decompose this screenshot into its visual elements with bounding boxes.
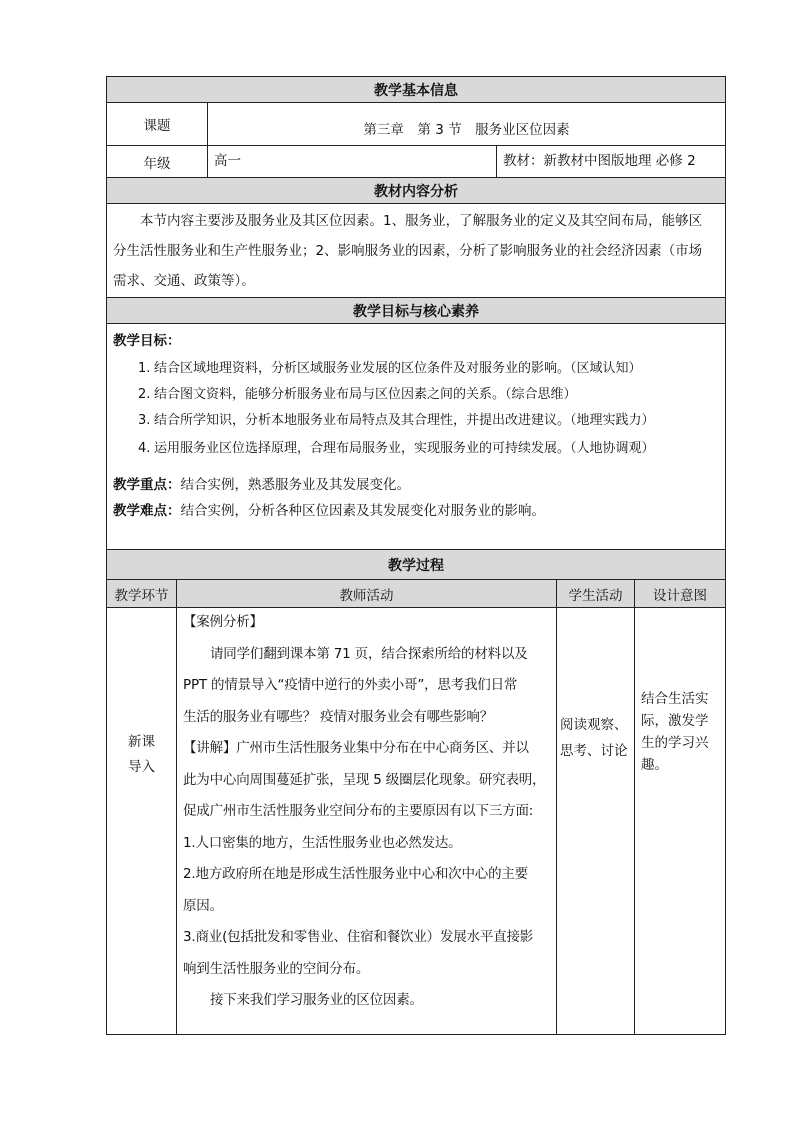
- objective-text: 结合图文资料，能够分析服务业布局与区位因素之间的关系。（综合思维）: [154, 387, 577, 402]
- objectives-title: 教学目标：: [113, 333, 181, 349]
- objective-num: 3.: [138, 413, 151, 428]
- objective-item: [138, 410, 718, 432]
- intent-line: 际，激发学: [641, 713, 709, 729]
- grade-label: 年级: [143, 155, 171, 172]
- key-label: 教学重点：: [113, 477, 181, 493]
- section-title-content-analysis: 教材内容分析: [374, 183, 458, 200]
- textbook-value: 教材：新教材中图版地理 必修 2: [503, 153, 696, 169]
- teacher-line: 【讲解】广州市生活性服务业集中分布在中心商务区、并以: [183, 740, 529, 756]
- student-line: 阅读观察、: [560, 717, 628, 733]
- teacher-line: 促成广州市生活性服务业空间分布的主要原因有以下三方面:: [183, 803, 534, 819]
- content-line: 需求、交通、政策等）。: [113, 273, 255, 289]
- intent-line: 生的学习兴: [641, 735, 709, 751]
- teacher-line: 3.商业(包括批发和零售业、住宿和餐饮业）发展水平直接影: [183, 929, 534, 945]
- teacher-line: 生活的服务业有哪些？ 疫情对服务业会有哪些影响？: [183, 708, 493, 725]
- objective-item: [138, 384, 718, 406]
- objective-item: [138, 358, 718, 380]
- col-header-student: 学生活动: [568, 587, 623, 604]
- intent-line: 结合生活实: [641, 691, 709, 707]
- content-analysis-text: [113, 206, 723, 296]
- teacher-activity: [183, 607, 555, 1017]
- teacher-line: 响到生活性服务业的空间分布。: [183, 960, 370, 977]
- teacher-line: 原因。: [183, 897, 223, 914]
- objective-text: 结合所学知识，分析本地服务业布局特点及其合理性，并提出改进建议。（地理实践力）: [154, 413, 655, 428]
- key-text: 结合实例，熟悉服务业及其发展变化。: [180, 477, 410, 493]
- section-title-process: 教学过程: [388, 557, 444, 574]
- teacher-line: 接下来我们学习服务业的区位因素。: [210, 992, 423, 1008]
- col-header-intent: 设计意图: [653, 587, 707, 604]
- key-points: [113, 474, 723, 496]
- objective-text: 结合区域地理资料，分析区域服务业发展的区位条件及对服务业的影响。（区域认知）: [154, 361, 642, 376]
- difficult-points: [113, 500, 723, 522]
- section-title-basic-info: 教学基本信息: [374, 82, 458, 99]
- col-header-teacher: 教师活动: [339, 587, 394, 604]
- teacher-line: 请同学们翻到课本第 71 页，结合探索所给的材料以及: [210, 645, 528, 662]
- difficult-text: 结合实例，分析各种区位因素及其发展变化对服务业的影响。: [180, 503, 545, 519]
- content-line: 分生活性服务业和生产性服务业；2、影响服务业的因素，分析了影响服务业的社会经济因素（市场: [113, 243, 703, 259]
- student-activity: [560, 712, 634, 764]
- section-title-objectives: 教学目标与核心素养: [353, 303, 479, 320]
- design-intent: [641, 688, 725, 776]
- objective-num: 2.: [138, 387, 151, 402]
- topic-value: 第三章 第 3 节 服务业区位因素: [363, 122, 570, 138]
- stage-line: 新课: [128, 734, 155, 750]
- intent-line: 趣。: [641, 757, 668, 773]
- grade-value: 高一: [214, 153, 241, 169]
- teacher-line: 2.地方政府所在地是形成生活性服务业中心和次中心的主要: [183, 866, 528, 882]
- objective-text: 运用服务业区位选择原理，合理布局服务业，实现服务业的可持续发展。（人地协调观）: [154, 441, 655, 456]
- stage-line: 导入: [128, 759, 155, 775]
- stage-cell: [107, 730, 176, 780]
- objective-item: [138, 438, 718, 460]
- teacher-line: 1.人口密集的地方，生活性服务业也必然发达。: [183, 834, 462, 851]
- student-line: 思考、讨论: [560, 743, 628, 759]
- objective-num: 1.: [138, 361, 151, 376]
- content-line: 本节内容主要涉及服务业及其区位因素。1、服务业，了解服务业的定义及其空间布局，能够区: [140, 213, 703, 229]
- objective-num: 4.: [138, 441, 151, 456]
- col-header-stage: 教学环节: [114, 587, 169, 604]
- difficult-label: 教学难点：: [113, 503, 181, 519]
- teacher-line: 【案例分析】: [183, 614, 263, 630]
- teacher-line: 此为中心向周围蔓延扩张，呈现 5 级圈层化现象。研究表明，: [183, 771, 546, 788]
- teacher-line: PPT 的情景导入“疫情中逆行的外卖小哥”，思考我们日常: [183, 677, 518, 693]
- topic-label: 课题: [143, 118, 171, 134]
